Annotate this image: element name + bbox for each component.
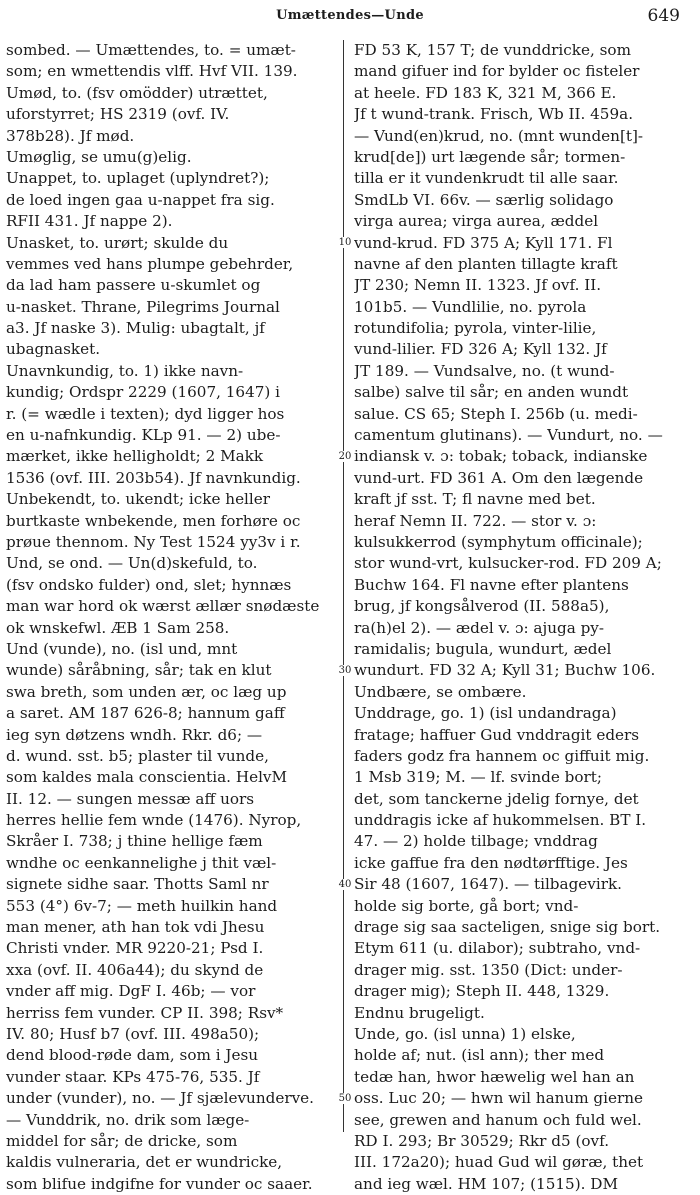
text-line: vund-krud. FD 375 A; Kyll 171. Fl: [354, 233, 613, 252]
text-line: Etym 611 (u. dilabor); subtraho, vnd-: [354, 939, 641, 958]
text-line: prøue thennom. Ny Test 1524 yy3v i r.: [6, 532, 301, 551]
text-line: som blifue indgifne for vunder oc saaer.: [6, 1174, 313, 1193]
text-line: stor wund-vrt, kulsucker-rod. FD 209 A;: [354, 554, 662, 573]
text-line: kundig; Ordspr 2229 (1607, 1647) i: [6, 383, 281, 402]
text-line: herres hellie fem wnde (1476). Nyrop,: [6, 811, 302, 830]
text-line: FD 53 K, 157 T; de vunddricke, som: [354, 41, 631, 59]
text-line: ubagnasket.: [6, 340, 101, 359]
running-head: Umættendes—Unde: [276, 8, 424, 23]
text-line: unddragis icke af hukommelsen. BT I.: [354, 811, 647, 830]
text-line: — Vund(en)krud, no. (mnt wunden[t]-: [354, 126, 644, 145]
text-line: Endnu brugeligt.: [354, 1003, 485, 1022]
text-line: man war hord ok wærst ællær snødæste: [6, 597, 320, 616]
left-column: [6, 40, 336, 1195]
line-number: 50: [336, 1093, 354, 1104]
text-line: mand gifuer ind for bylder oc fisteler: [354, 62, 640, 81]
text-line: wundurt. FD 32 A; Kyll 31; Buchw 106.: [354, 661, 656, 680]
text-line: rotundifolia; pyrola, vinter-lilie,: [354, 319, 597, 338]
text-line: fratage; haffuer Gud vnddragit eders: [354, 725, 640, 744]
text-line: det, som tanckerne jdelig fornye, det: [354, 789, 639, 808]
text-line: Buchw 164. Fl navne efter plantens: [354, 575, 629, 594]
text-line: holde af; nut. (isl ann); ther med: [354, 1046, 605, 1065]
text-line: JT 230; Nemn II. 1323. Jf ovf. II.: [354, 276, 602, 295]
text-line: Jf t wund-trank. Frisch, Wb II. 459a.: [354, 105, 634, 124]
text-line: RD I. 293; Br 30529; Rkr d5 (ovf.: [354, 1131, 610, 1150]
text-line: swa breth, som unden ær, oc læg up: [6, 682, 287, 701]
line-number: 20: [336, 451, 354, 462]
text-line: icke gaffue fra den nødtørfftige. Jes: [354, 853, 628, 872]
text-line: wndhe oc eenkannelighe j thit væl-: [6, 853, 277, 872]
text-line: Unbekendt, to. ukendt; icke heller: [6, 490, 271, 509]
text-line: Unappet, to. uplaget (uplyndret?);: [6, 169, 270, 188]
text-line: virga aurea; virga aurea, æddel: [354, 212, 599, 231]
text-line: Umøglig, se umu(g)elig.: [6, 147, 192, 166]
text-line: Umød, to. (fsv omödder) utrættet,: [6, 83, 268, 102]
text-line: kulsukkerrod (symphytum officinale);: [354, 532, 643, 551]
text-line: salbe) salve til sår; en anden wundt: [354, 383, 629, 402]
text-line: som; en wmettendis vlff. Hvf VII. 139.: [6, 62, 298, 81]
text-line: III. 172a20); huad Gud wil gøræ, thet: [354, 1153, 644, 1172]
text-line: a3. Jf naske 3). Mulig: ubagtalt, jf: [6, 319, 265, 338]
text-line: vund-urt. FD 361 A. Om den lægende: [354, 468, 644, 487]
text-line: 101b5. — Vundlilie, no. pyrola: [354, 297, 587, 316]
text-line: Und, se ond. — Un(d)skefuld, to.: [6, 554, 258, 573]
text-line: Sir 48 (1607, 1647). — tilbagevirk.: [354, 875, 623, 894]
text-line: heraf Nemn II. 722. — stor v. ɔ:: [354, 511, 597, 530]
text-line: under (vunder), no. — Jf sjælevunderve.: [6, 1089, 314, 1108]
text-line: signete sidhe saar. Thotts Saml nr: [6, 875, 269, 894]
text-line: som kaldes mala conscientia. HelvM: [6, 768, 288, 787]
text-line: IV. 80; Husf b7 (ovf. III. 498a50);: [6, 1024, 260, 1043]
text-line: 553 (4°) 6v-7; — meth huilkin hand: [6, 896, 278, 915]
line-number: 40: [336, 879, 354, 890]
text-line: — Vunddrik, no. drik som læge-: [6, 1110, 250, 1129]
text-line: vunder staar. KPs 475-76, 535. Jf: [6, 1067, 260, 1086]
text-line: da lad ham passere u-skumlet og: [6, 276, 261, 295]
text-line: Skråer I. 738; j thine hellige fæm: [6, 832, 263, 851]
text-line: and ieg wæl. HM 107; (1515). DM: [354, 1174, 619, 1193]
text-line: (fsv ondsko fulder) ond, slet; hynnæs: [6, 575, 292, 594]
text-line: oss. Luc 20; — hwn wil hanum gierne: [354, 1089, 644, 1108]
text-line: man mener, ath han tok vdi Jhesu: [6, 918, 265, 937]
text-line: sombed. — Umættendes, to. = umæt-: [6, 41, 296, 59]
line-number: 30: [336, 665, 354, 676]
text-line: 47. — 2) holde tilbage; vnddrag: [354, 832, 598, 851]
text-line: drager mig); Steph II. 448, 1329.: [354, 982, 610, 1001]
text-line: dend blood-røde dam, som i Jesu: [6, 1046, 259, 1065]
text-line: at heele. FD 183 K, 321 M, 366 E.: [354, 83, 617, 102]
text-line: en u-nafnkundig. KLp 91. — 2) ube-: [6, 426, 281, 445]
text-line: Unddrage, go. 1) (isl undandraga): [354, 704, 617, 723]
text-line: vemmes ved hans plumpe gebehrder,: [6, 254, 294, 273]
text-line: d. wund. sst. b5; plaster til vunde,: [6, 746, 269, 765]
text-line: RFII 431. Jf nappe 2).: [6, 212, 173, 231]
text-line: kaldis vulneraria, det er wundricke,: [6, 1153, 283, 1172]
text-line: drager mig. sst. 1350 (Dict: under-: [354, 960, 623, 979]
text-line: wunde) såråbning, sår; tak en klut: [6, 661, 272, 680]
text-line: salue. CS 65; Steph I. 256b (u. medi-: [354, 404, 638, 423]
text-line: tedæ han, hwor hæwelig wel han an: [354, 1067, 635, 1086]
text-line: 1 Msb 319; M. — lf. svinde bort;: [354, 768, 603, 787]
text-line: brug, jf kongsålverod (II. 588a5),: [354, 597, 610, 616]
text-line: ramidalis; bugula, wundurt, ædel: [354, 639, 612, 658]
text-line: indiansk v. ɔ: tobak; toback, indianske: [354, 447, 648, 466]
text-line: herriss fem vunder. CP II. 398; Rsv*: [6, 1003, 284, 1022]
text-line: SmdLb VI. 66v. — særlig solidago: [354, 190, 614, 209]
right-column: [354, 40, 694, 1195]
text-line: tilla er it vundenkrudt til alle saar.: [354, 169, 619, 188]
text-line: drage sig saa sacteligen, snige sig bort.: [354, 918, 661, 937]
text-line: de loed ingen gaa u-nappet fra sig.: [6, 190, 275, 209]
text-line: Unasket, to. urørt; skulde du: [6, 233, 229, 252]
text-line: burtkaste wnbekende, men forhøre oc: [6, 511, 301, 530]
text-line: uforstyrret; HS 2319 (ovf. IV.: [6, 105, 230, 124]
text-line: r. (= wædle i texten); dyd ligger hos: [6, 404, 285, 423]
text-line: Undbære, se ombære.: [354, 682, 527, 701]
text-line: mærket, ikke helligholdt; 2 Makk: [6, 447, 264, 466]
text-line: II. 12. — sungen messæ aff uors: [6, 789, 255, 808]
text-line: ok wnskefwl. ÆB 1 Sam 258.: [6, 618, 230, 637]
page-number: 649: [647, 6, 680, 26]
text-line: vnder aff mig. DgF I. 46b; — vor: [6, 982, 256, 1001]
text-line: vund-lilier. FD 326 A; Kyll 132. Jf: [354, 340, 607, 359]
text-line: ieg syn døtzens wndh. Rkr. d6; —: [6, 725, 263, 744]
column-divider: [343, 40, 344, 1132]
text-line: camentum glutinans). — Vundurt, no. —: [354, 426, 663, 445]
text-line: 378b28). Jf mød.: [6, 126, 135, 145]
text-line: a saret. AM 187 626-8; hannum gaff: [6, 704, 285, 723]
text-line: krud[de]) urt lægende sår; tormen-: [354, 147, 626, 166]
text-line: holde sig borte, gå bort; vnd-: [354, 896, 579, 915]
text-line: Unavnkundig, to. 1) ikke navn-: [6, 361, 244, 380]
text-line: Christi vnder. MR 9220-21; Psd I.: [6, 939, 264, 958]
text-line: 1536 (ovf. III. 203b54). Jf navnkundig.: [6, 468, 301, 487]
text-line: ra(h)el 2). — ædel v. ɔ: ajuga py-: [354, 618, 605, 637]
text-line: Unde, go. (isl unna) 1) elske,: [354, 1024, 576, 1043]
page-header: [0, 8, 700, 30]
text-line: xxa (ovf. II. 406a44); du skynd de: [6, 960, 264, 979]
line-number: 10: [336, 237, 354, 248]
text-line: Und (vunde), no. (isl und, mnt: [6, 639, 238, 658]
text-line: navne af den planten tillagte kraft: [354, 254, 618, 273]
text-line: see, grewen and hanum och fuld wel.: [354, 1110, 642, 1129]
text-line: middel for sår; de dricke, som: [6, 1131, 238, 1150]
text-line: kraft jf sst. T; fl navne med bet.: [354, 490, 596, 509]
text-line: u-nasket. Thrane, Pilegrims Journal: [6, 297, 280, 316]
text-line: JT 189. — Vundsalve, no. (t wund-: [354, 361, 615, 380]
text-line: faders godz fra hannem oc giffuit mig.: [354, 746, 650, 765]
